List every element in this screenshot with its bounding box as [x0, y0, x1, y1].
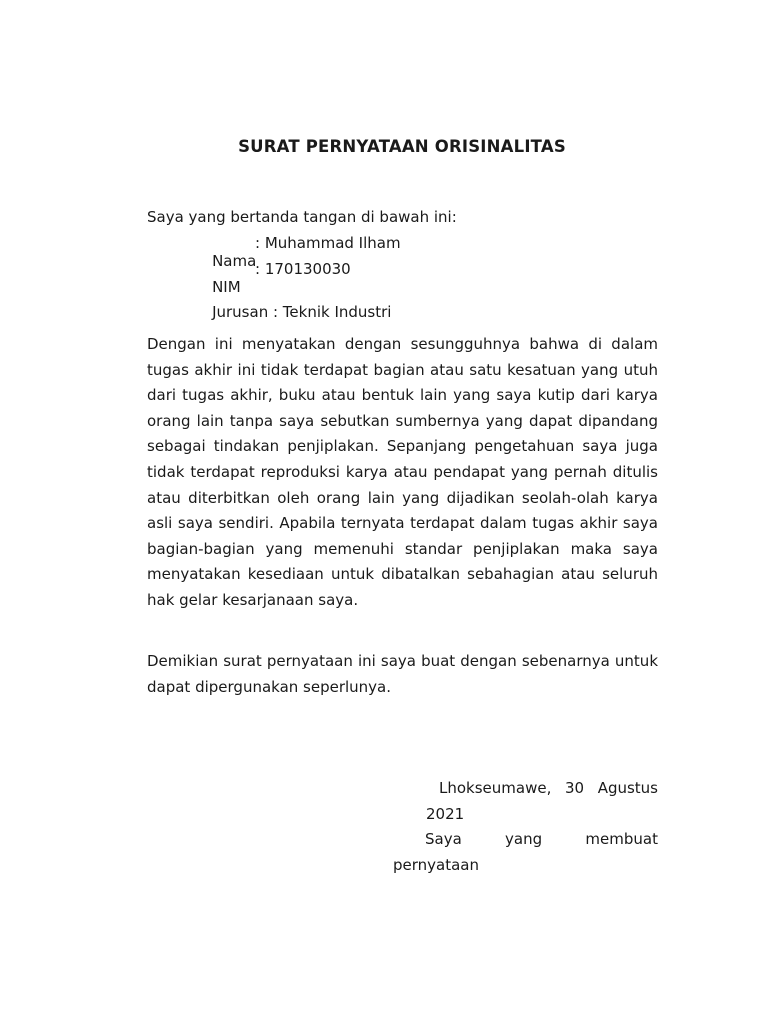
closing-paragraph: Demikian surat pernyataan ini saya buat dengan sebenarnya untuk dapat dipergunakan seperlunya.: [147, 652, 658, 696]
field-jurusan: [193, 285, 391, 339]
place-date-line-2: 2021: [426, 804, 465, 823]
signature-maker: [393, 827, 658, 878]
maker-line-2: pernyataan: [393, 855, 480, 874]
signature-place-date: [426, 776, 658, 827]
field-nama-value: : Muhammad Ilham: [255, 234, 401, 252]
field-nim-label: NIM: [212, 278, 241, 296]
place-date-line-1: Lhokseumawe, 30 Agustus: [439, 779, 658, 797]
field-jurusan-label: Jurusan: [212, 303, 269, 321]
document-title: SURAT PERNYATAAN ORISINALITAS: [238, 137, 566, 156]
field-nama-label: Nama: [212, 252, 257, 270]
maker-line-1: Saya yang membuat: [425, 830, 658, 848]
field-nim-value: : 170130030: [255, 260, 351, 278]
field-jurusan-value: : Teknik Industri: [268, 303, 392, 321]
intro-text: Saya yang bertanda tangan di bawah ini:: [147, 208, 457, 226]
statement-paragraph: Dengan ini menyatakan dengan sesungguhnya bahwa di dalam tugas akhir ini tidak terdapat bagian atau satu kesatuan yang utuh dari tugas akhir, buku atau bentuk lain yang saya kutip dari karya orang lain tanpa saya sebutkan sumbernya yang dapat dipandang sebagai tindakan penjiplakan. Sepanjang pengetahuan saya juga tidak terdapat reproduksi karya atau pendapat yang pernah ditulis atau diterbitkan oleh orang lain yang dijadikan seolah-olah karya asli saya sendiri. Apabila ternyata terdapat dalam tugas akhir saya bagian-bagian yang memenuhi standar penjiplakan maka saya menyatakan kesediaan untuk dibatalkan sebahagian atau seluruh hak gelar kesarjanaan saya.: [147, 335, 658, 609]
